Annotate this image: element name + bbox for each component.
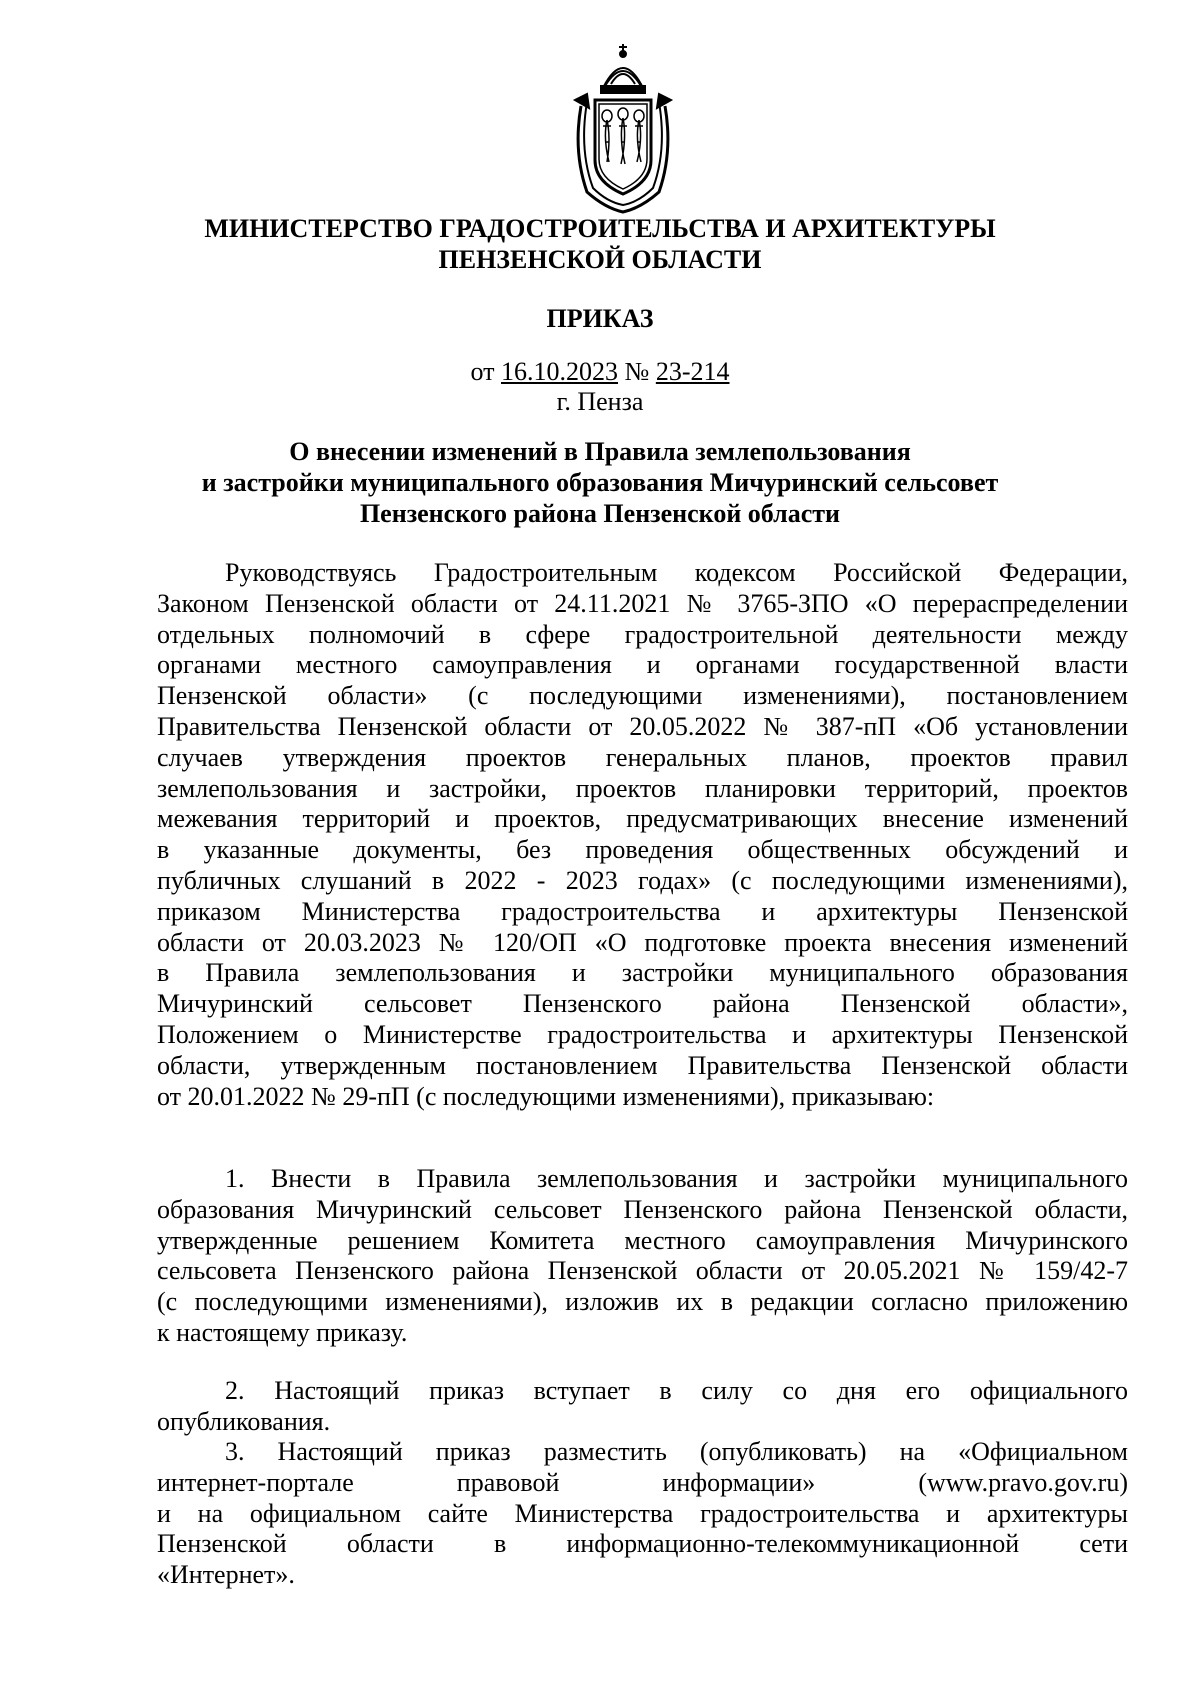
order-item-2 xyxy=(157,1376,1128,1438)
ministry-name xyxy=(0,213,1200,275)
preamble-line: Положением о Министерстве градостроительства и архитектуры Пензенской xyxy=(157,1019,1128,1049)
order-city: г. Пенза xyxy=(556,387,644,416)
item-3-line: 3. Настоящий приказ разместить (опубликовать) на «Официальном xyxy=(225,1437,1128,1466)
item-3-line: интернет-портале правовой информации» (www.pravo.gov.ru) xyxy=(157,1467,1128,1497)
preamble-line: землепользования и застройки, проектов планировки территорий, проектов xyxy=(157,773,1128,803)
item-1-line: к настоящему приказу. xyxy=(157,1317,408,1347)
preamble-line: в указанные документы, без проведения общественных обсуждений и xyxy=(157,835,1128,865)
order-item-1 xyxy=(157,1164,1128,1349)
preamble-line: области, утвержденным постановлением Правительства Пензенской области xyxy=(157,1050,1128,1080)
item-3-line: и на официальном сайте Министерства градостроительства и архитектуры xyxy=(157,1498,1128,1528)
item-3-line: «Интернет». xyxy=(157,1560,295,1590)
preamble-line: Законом Пензенской области от 24.11.2021 № 3765-ЗПО «О перераспределении xyxy=(157,588,1128,618)
ministry-name-line2: ПЕНЗЕНСКОЙ ОБЛАСТИ xyxy=(438,245,762,274)
order-item-3 xyxy=(157,1437,1128,1591)
preamble-line: Мичуринский сельсовет Пензенского района Пензенской области», xyxy=(157,989,1128,1019)
preamble-line: межевания территорий и проектов, предусматривающих внесение изменений xyxy=(157,804,1128,834)
order-subject-line1: О внесении изменений в Правила землепользования xyxy=(289,437,911,466)
item-2-line: опубликования. xyxy=(157,1406,331,1436)
order-title: ПРИКАЗ xyxy=(546,304,654,333)
item-1-line: утвержденные решением Комитета местного самоуправления Мичуринского xyxy=(157,1225,1128,1255)
penza-region-coat-of-arms-icon xyxy=(567,42,679,214)
order-date-line xyxy=(0,356,1200,387)
preamble-line: отдельных полномочий в сфере градостроительной деятельности между xyxy=(157,619,1128,649)
preamble-line: публичных слушаний в 2022 - 2023 годах» (с последующими изменениями), xyxy=(157,865,1128,895)
ministry-name-line1: МИНИСТЕРСТВО ГРАДОСТРОИТЕЛЬСТВА И АРХИТЕКТУРЫ xyxy=(204,214,996,243)
preamble-line: Пензенской области» (с последующими изменениями), постановлением xyxy=(157,681,1128,711)
order-subject-line2: и застройки муниципального образования Мичуринский сельсовет xyxy=(201,468,999,497)
preamble-line: от 20.01.2022 № 29-пП (с последующими изменениями), приказываю: xyxy=(157,1081,935,1111)
item-1-line: сельсовета Пензенского района Пензенской области от 20.05.2021 № 159/42-7 xyxy=(157,1256,1128,1286)
item-1-line: 1. Внести в Правила землепользования и застройки муниципального xyxy=(225,1164,1128,1193)
preamble-line: области от 20.03.2023 № 120/ОП «О подготовке проекта внесения изменений xyxy=(157,927,1128,957)
preamble-line: Руководствуясь Градостроительным кодексом Российской Федерации, xyxy=(225,558,1128,587)
order-date: 16.10.2023 xyxy=(501,357,619,386)
preamble-line: случаев утверждения проектов генеральных планов, проектов правил xyxy=(157,742,1128,772)
preamble-paragraph xyxy=(157,558,1128,1112)
order-number: 23-214 xyxy=(655,357,730,386)
preamble-line: в Правила землепользования и застройки муниципального образования xyxy=(157,958,1128,988)
item-2-line: 2. Настоящий приказ вступает в силу со дня его официального xyxy=(225,1376,1128,1405)
order-subject-line3: Пензенского района Пензенской области xyxy=(359,499,841,528)
preamble-line: органами местного самоуправления и органами государственной власти xyxy=(157,650,1128,680)
item-3-line: Пензенской области в информационно-телекоммуникационной сети xyxy=(157,1529,1128,1559)
order-date-prefix: от xyxy=(470,357,502,386)
preamble-line: приказом Министерства градостроительства и архитектуры Пензенской xyxy=(157,896,1128,926)
order-subject xyxy=(0,436,1200,529)
item-1-line: (с последующими изменениями), изложив их в редакции согласно приложению xyxy=(157,1287,1128,1317)
preamble-line: Правительства Пензенской области от 20.05.2022 № 387-пП «Об установлении xyxy=(157,711,1128,741)
item-1-line: образования Мичуринский сельсовет Пензенского района Пензенской области, xyxy=(157,1194,1128,1224)
order-number-sign: № xyxy=(618,357,656,386)
